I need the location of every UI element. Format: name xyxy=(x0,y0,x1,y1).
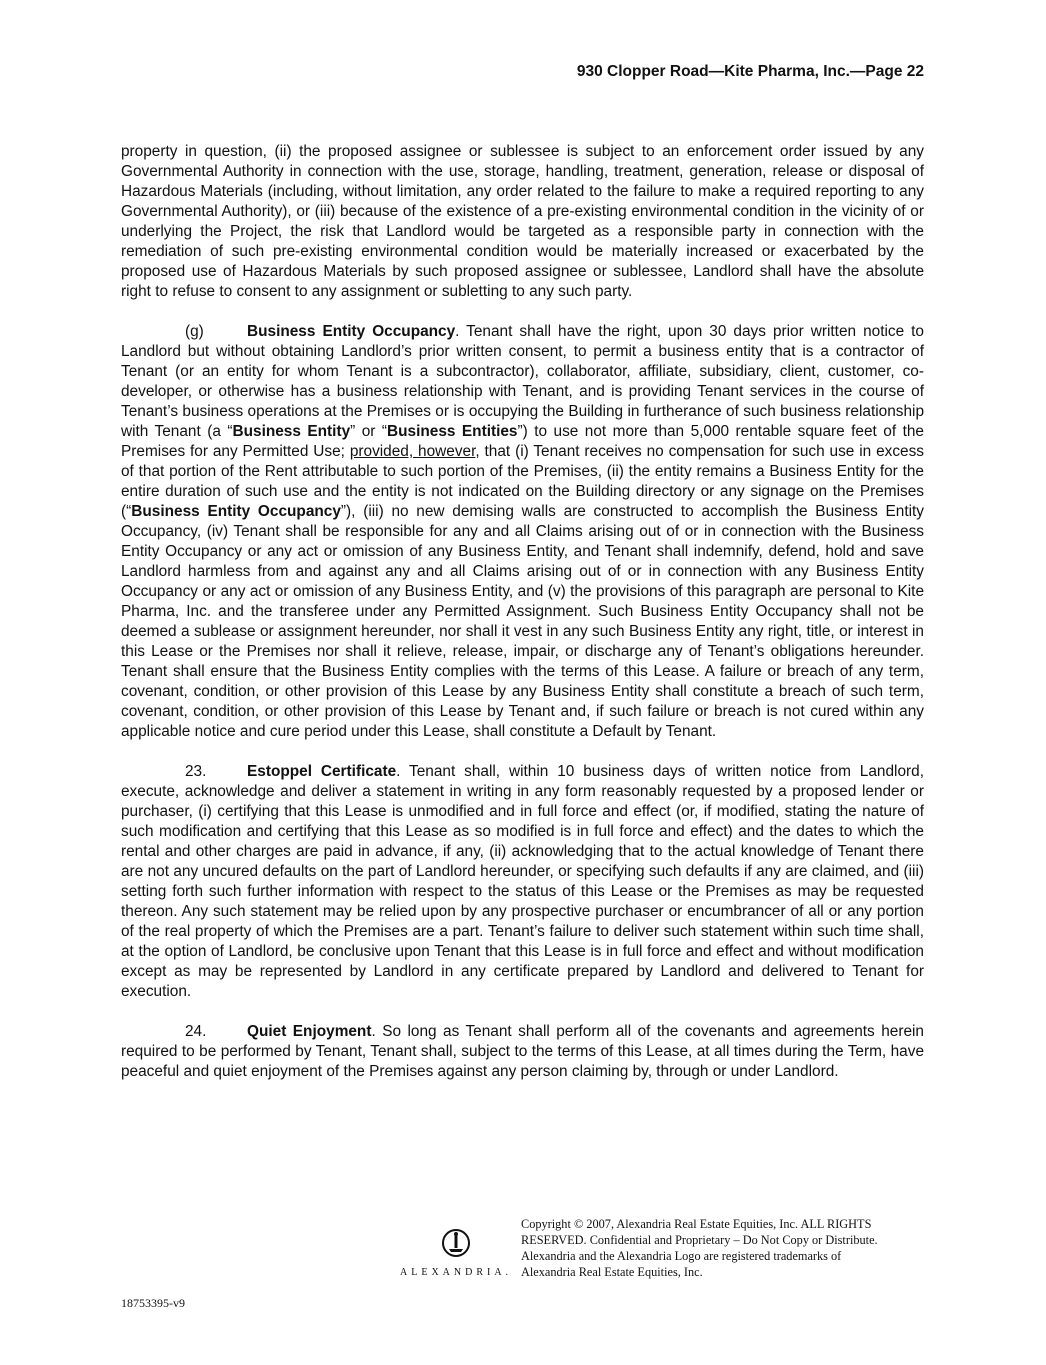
section-number: 24. xyxy=(185,1023,207,1040)
section-number: 23. xyxy=(185,763,207,780)
underlined-term: provided, however xyxy=(349,443,476,460)
copyright-notice: Copyright © 2007, Alexandria Real Estate Equities, Inc. ALL RIGHTS RESERVED. Confidential and Proprietary – Do Not Copy or Distribute. Alexandria and the Alexandria Logo are registered trademarks of Alexandria Real Estate Equities, Inc. xyxy=(521,1217,878,1279)
paragraph-continuation: property in question, (ii) the proposed assignee or sublessee is subject to an enforcement order issued by any Governmental Authority in connection with the use, storage, handling, treatment, generation, release or disposal of Hazardous Materials (including, without limitation, any order related to the failure to make a required reporting to any Governmental Authority), or (iii) because of the existence of a pre-existing environmental condition in the vicinity of or underlying the Project, the risk that Landlord would be targeted as a responsible party in connection with the remediation of such pre-existing environmental condition would be materially increased or exacerbated by the proposed use of Hazardous Materials by such proposed assignee or sublessee, Landlord shall have the absolute right to refuse to consent to any assignment or subletting to any such party. xyxy=(121,143,924,300)
section-g: (g) Business Entity Occupancy. Tenant shall have the right, upon 30 days prior written notice to Landlord but without obtaining Landlord’s prior written consent, to permit a business entity that is a contractor of Tenant (or an entity for whom Tenant is a subcontractor), collaborator, affiliate, subsidiary, client, customer, co-developer, or otherwise has a business relationship with Tenant, and is providing Tenant services in the course of Tenant’s business operations at the Premises or is occupying the Building in furtherance of such business relationship with Tenant (a “Business Entity” or “Business Entities”) to use not more than 5,000 rentable square feet of the Premises for any Permitted Use; provided, however, that (i) Tenant receives no compensation for such use in excess of that portion of the Rent attributable to such portion of the Premises, (ii) the entity remains a Business Entity for the entire duration of such use and the entity is not indicated on the Building directory or any signage on the Premises (“Business Entity Occupancy”), (iii) no new demising walls are constructed to accomplish the Business Entity Occupancy, (iv) Tenant shall be responsible for any and all Claims arising out of or in connection with the Business Entity Occupancy or any act or omission of any Business Entity, and Tenant shall indemnify, defend, hold and save Landlord harmless from and against any and all Claims arising out of or in connection with any Business Entity Occupancy or any act or omission of any Business Entity, and (v) the provisions of this paragraph are personal to Kite Pharma, Inc. and the transferee under any Permitted Assignment. Such Business Entity Occupancy shall not be deemed a sublease or assignment hereunder, nor shall it vest in any such Business Entity any right, title, or interest in this Lease or the Premises nor shall it relieve, release, impair, or discharge any of Tenant’s obligations hereunder. Tenant shall ensure that the Business Entity complies with the terms of this Lease. A failure or breach of any term, covenant, condition, or other provision of this Lease by any Business Entity shall constitute a breach of such term, covenant, condition, or other provision of this Lease by Tenant and, if such failure or breach is not cured within any applicable notice and cure period under this Lease, shall constitute a Default by Tenant. xyxy=(121,323,925,740)
section-number: (g) xyxy=(185,323,204,340)
logo-wordmark: ALEXANDRIA. xyxy=(400,1267,513,1278)
section-24: 24. Quiet Enjoyment. So long as Tenant shall perform all of the covenants and agreements herein required to be performed by Tenant, Tenant shall, subject to the terms of this Lease, at all times during the Term, have peaceful and quiet enjoyment of the Premises against any person claiming by, through or under Landlord. xyxy=(121,1023,924,1080)
section-heading: Estoppel Certificate xyxy=(247,763,397,780)
document-body xyxy=(121,142,924,1102)
section-heading: Quiet Enjoyment xyxy=(247,1023,372,1040)
section-23: 23. Estoppel Certificate. Tenant shall, within 10 business days of written notice from Landlord, execute, acknowledge and deliver a statement in writing in any form reasonably requested by a proposed lender or purchaser, (i) certifying that this Lease is unmodified and in full force and effect (or, if modified, stating the nature of such modification and certifying that this Lease as so modified is in full force and effect) and the dates to which the rental and other charges are paid in advance, if any, (ii) acknowledging that to the actual knowledge of Tenant there are not any uncured defaults on the part of Landlord hereunder, or specifying such defaults if any are claimed, and (iii) setting forth such further information with respect to the status of this Lease or the Premises as may be requested thereon. Any such statement may be relied upon by any prospective purchaser or encumbrancer of all or any portion of the real property of which the Premises are a part. Tenant’s failure to deliver such statement within such time shall, at the option of Landlord, be conclusive upon Tenant that this Lease is in full force and effect and without modification except as may be represented by Landlord in any certificate prepared by Landlord and delivered to Tenant for execution. xyxy=(121,763,924,1000)
document-id: 18753395-v9 xyxy=(121,1296,185,1310)
alexandria-logo xyxy=(400,1228,512,1278)
section-heading: Business Entity Occupancy xyxy=(247,323,456,340)
page-header: 930 Clopper Road—Kite Pharma, Inc.—Page 22 xyxy=(576,63,924,80)
alexandria-emblem-icon xyxy=(441,1228,471,1258)
